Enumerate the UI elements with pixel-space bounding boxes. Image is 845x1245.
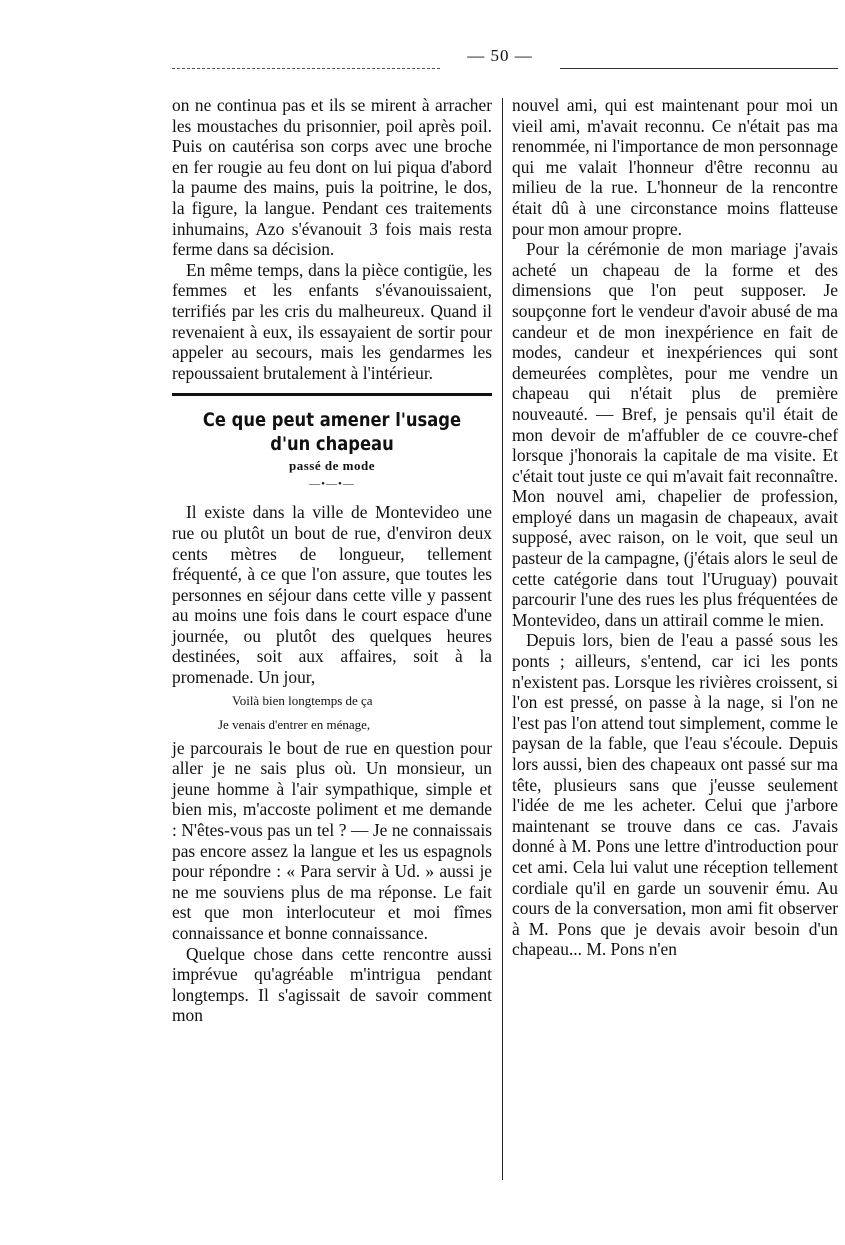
header-rule-left xyxy=(172,68,440,69)
page-header xyxy=(0,0,845,90)
right-column xyxy=(512,95,838,960)
page-number: — 50 — xyxy=(467,46,533,65)
article-header xyxy=(172,408,492,490)
paragraph-women-children: En même temps, dans la pièce contigüe, les femmes et les enfants s'évanouissaient, terrifiés par les cris du malheureux. Quand il revenaient à eux, ils essayaient de sortir pour appeler au secours, mais les gendarmes les repoussaient brutalement à l'intérieur. xyxy=(172,259,492,383)
article-title: Ce que peut amener l'usage d'un chapeau xyxy=(202,409,462,456)
header-rule-right xyxy=(560,68,838,69)
article-subtitle: passé de mode xyxy=(289,458,375,474)
verse-line: Je venais d'entrer en ménage, xyxy=(218,716,371,732)
article-separator-rule xyxy=(172,393,492,396)
paragraph-recognition: nouvel ami, qui est maintenant pour moi un vieil ami, m'avait reconnu. Ce n'était pas ma renommée, ni l'importance de mon personnage qui me valait l'honneur d'être reconnu au milieu de la rue. L'honneur de la rencontre était dû à une circonstance moins flatteuse pour mon amour propre. xyxy=(512,95,838,239)
paragraph-wedding-hat: Pour la cérémonie de mon mariage j'avais acheté un chapeau de la forme et des dimensions que l'on peut supposer. Je soupçonne fort le vendeur d'avoir abusé de ma candeur et de mon inexpérience en fait de modes, candeur et inexpériences qui sont demeurées complètes, pour me vendre un chapeau qui n'était plus de première nouveauté. — Bref, je pensais qu'il était de mon devoir de m'affubler de ce couvre-chef lorsque j'honorais la capitale de ma visite. Et c'était tout juste ce qui m'avait fait reconnaître. Mon nouvel ami, chapelier de profession, employé dans un magasin de chapeaux, avait supposé, avec raison, on le voit, que seul un pasteur de la campagne, (j'étais alors le seul de cette catégorie dans tout l'Uruguay) pouvait parcourir l'une des rues les plus fréquentées de Montevideo, dans un attirail comme le mien. xyxy=(512,239,838,630)
paragraph-encounter: je parcourais le bout de rue en question pour aller je ne sais plus où. Un monsieur, un jeune homme à l'air sympathique, simple et bien mis, m'accoste poliment et me demande : N'êtes-vous pas un tel ? — Je ne connaissais pas encore assez la langue et les us espagnols pour répondre : « Para servir à Ud. » aussi je ne me souviens plus de ma réponse. Le fait est que mon interlocuteur et moi fîmes connaissance et bonne connaissance. xyxy=(172,737,492,943)
column-divider xyxy=(502,98,503,1180)
verse-line: Voilà bien longtemps de ça xyxy=(232,692,373,708)
paragraph-montevideo-intro: Il existe dans la ville de Montevideo une rue ou plutôt un bout de rue, d'environ deux cents mètres de longueur, tellement fréquenté, à ce que l'on assure, que toutes les personnes en séjour dans cette ville y passent au moins une fois dans le court espace d'une journée, ou plutôt des quelques heures destinées, soit aux affaires, soit à la promenade. Un jour, xyxy=(172,502,492,688)
ornament-divider: —•—•— xyxy=(309,478,355,491)
left-column xyxy=(172,95,492,1026)
paragraph-torture-continued: on ne continua pas et ils se mirent à arracher les moustaches du prisonnier, poil après poil. Puis on cautérisa son corps avec une broche en fer rougie au feu dont on lui piqua d'abord la paume des mains, puis la poitrine, le dos, la figure, la langue. Pendant ces traitements inhumains, Azo s'évanouit 3 fois mais resta ferme dans sa décision. xyxy=(172,95,492,260)
paragraph-intrigue: Quelque chose dans cette rencontre aussi imprévue qu'agréable m'intrigua pendant longtemps. Il s'agissait de savoir comment mon xyxy=(172,943,492,1026)
paragraph-since-then: Depuis lors, bien de l'eau a passé sous les ponts ; ailleurs, s'entend, car ici les ponts n'existent pas. Lorsque les rivières croissent, si l'on est pressé, on passe à la nage, si l'on ne l'est pas l'on attend tout simplement, comme le paysan de la fable, que l'eau s'écoule. Depuis lors aussi, bien des chapeaux ont passé sur ma tête, plusieurs sans que j'eusse seulement l'idée de me les acheter. Celui que j'arbore maintenant se trouve dans ce cas. J'avais donné à M. Pons une lettre d'introduction pour cet ami. Cela lui valut une réception tellement cordiale qu'il en garde un souvenir ému. Au cours de la conversation, mon ami fit observer à M. Pons que je devais avoir besoin d'un chapeau... M. Pons n'en xyxy=(512,630,838,960)
